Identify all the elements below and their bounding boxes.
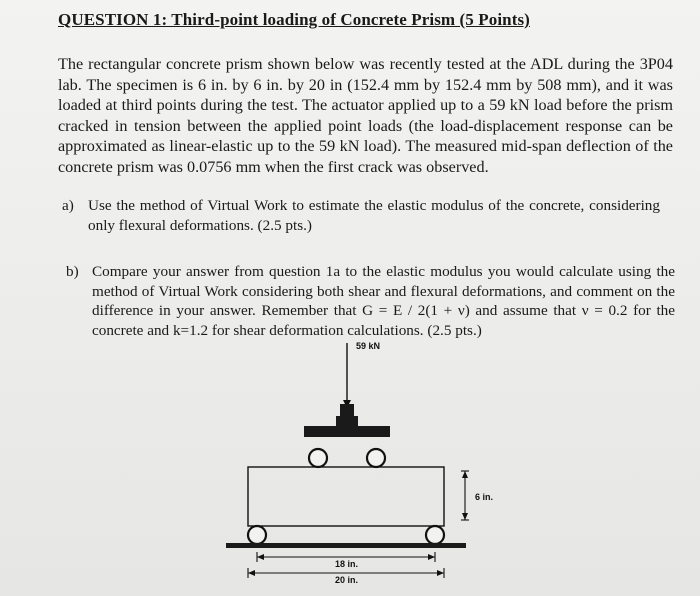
part-a-label: a)	[62, 197, 74, 214]
part-a-text: Use the method of Virtual Work to estimate the elastic modulus of the concrete, considering only flexural deformations. (2.5 pts.)	[88, 197, 660, 234]
spreader-beam	[304, 426, 390, 437]
actuator-block	[340, 404, 354, 416]
part-b-label: b)	[66, 263, 79, 280]
length-label: 20 in.	[335, 575, 359, 585]
question-intro: The rectangular concrete prism shown below was recently tested at the ADL during the 3P04 lab. The specimen is 6 in. by 6 in. by 20 in (152.4 mm by 152.4 mm by 508 mm), and it was loaded at third points during the test. The actuator applied up to a 59 kN load before the prism cracked in tension between the applied point loads (the load-displacement response can be approximated as linear-elastic up to the 59 kN load). The measured mid-span deflection of the concrete prism was 0.0756 mm when the first crack was observed.	[58, 55, 673, 176]
base-plate	[226, 543, 466, 548]
span-label: 18 in.	[335, 559, 359, 569]
load-roller-left	[309, 449, 327, 467]
question-title: QUESTION 1: Third-point loading of Concrete Prism (5 Points)	[58, 10, 530, 29]
part-b-text: Compare your answer from question 1a to the elastic modulus you would calculate using the method of Virtual Work considering both shear and flexural deformations, and comment on the difference in your answer. Remember that G = E / 2(1 + ν) and assume that ν = 0.2 for the concrete and k=1.2 for shear deformation calculations. (2.5 pts.)	[92, 263, 675, 339]
concrete-prism	[248, 467, 444, 526]
support-roller-right	[426, 526, 444, 544]
height-label: 6 in.	[475, 492, 494, 502]
load-label: 59 kN	[356, 341, 381, 351]
load-roller-right	[367, 449, 385, 467]
actuator-head	[336, 416, 358, 426]
support-roller-left	[248, 526, 266, 544]
